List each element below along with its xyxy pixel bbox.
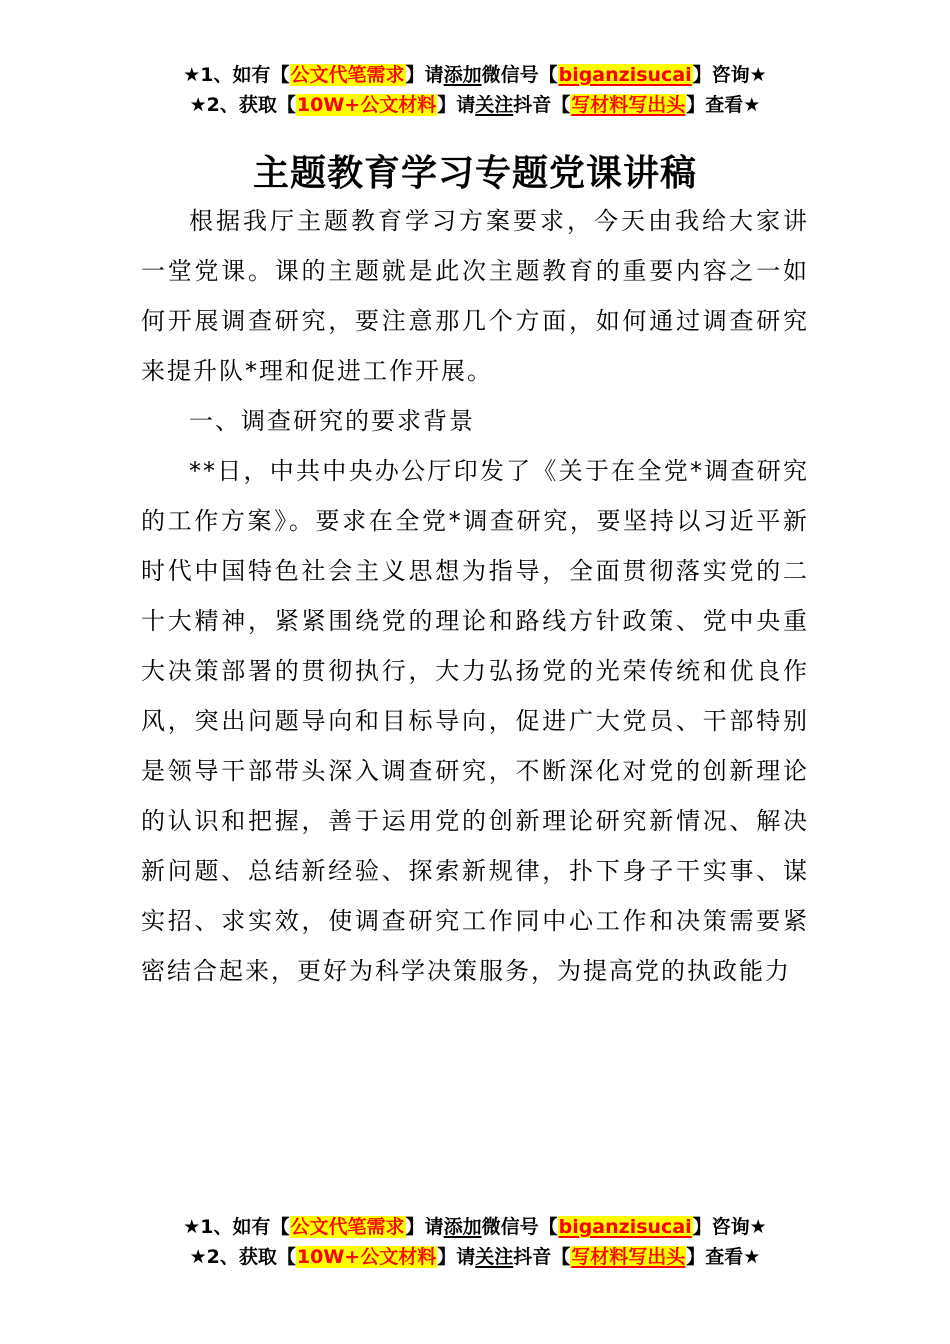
promo-header-line-1 [0, 60, 950, 90]
promo-highlight-wechat-id: biganzisucai [558, 64, 692, 86]
promo-text: 】请 [437, 1246, 476, 1268]
promo-text: 】请 [405, 64, 444, 86]
promo-text: ★1、如有【 [183, 1216, 290, 1238]
promo-highlight-materials: 10W+公文材料 [296, 1246, 437, 1268]
promo-underline-add: 添加 [443, 64, 482, 86]
promo-footer-line-2 [0, 1242, 950, 1272]
promo-text: 】查看★ [686, 1246, 761, 1268]
promo-underline-follow: 关注 [475, 94, 514, 116]
document-body [141, 196, 809, 996]
section-heading-1: 一、调查研究的要求背景 [189, 407, 475, 435]
promo-footer-line-1 [0, 1212, 950, 1242]
promo-text: 微信号【 [481, 64, 558, 86]
promo-highlight-service: 公文代笔需求 [290, 64, 405, 86]
promo-header-line-2 [0, 90, 950, 120]
promo-highlight-service: 公文代笔需求 [290, 1216, 405, 1238]
promo-footer [0, 1212, 950, 1272]
promo-text: 抖音【 [513, 1246, 571, 1268]
paragraph-intro: 根据我厅主题教育学习方案要求，今天由我给大家讲一堂党课。课的主题就是此次主题教育的重要内容之一如何开展调查研究，要注意那几个方面，如何通过调查研究来提升队*理和促进工作开展。 [141, 207, 809, 385]
promo-highlight-wechat-id: biganzisucai [558, 1216, 692, 1238]
promo-text: 】请 [405, 1216, 444, 1238]
promo-highlight-douyin-name: 写材料写出头 [571, 1246, 686, 1268]
promo-text: 抖音【 [513, 94, 571, 116]
paragraph-section-1: **日，中共中央办公厅印发了《关于在全党*调查研究的工作方案》。要求在全党*调查研究，要坚持以习近平新时代中国特色社会主义思想为指导，全面贯彻落实党的二十大精神，紧紧围绕党的理论和路线方针政策、党中央重大决策部署的贯彻执行，大力弘扬党的光荣传统和优良作风，突出问题导向和目标导向，促进广大党员、干部特别是领导干部带头深入调查研究，不断深化对党的创新理论的认识和把握，善于运用党的创新理论研究新情况、解决新问题、总结新经验、探索新规律，扑下身子干实事、谋实招、求实效，使调查研究工作同中心工作和决策需要紧密结合起来，更好为科学决策服务，为提高党的执政能力 [141, 457, 809, 985]
promo-highlight-douyin-name: 写材料写出头 [571, 94, 686, 116]
promo-underline-follow: 关注 [475, 1246, 514, 1268]
promo-text: 微信号【 [481, 1216, 558, 1238]
promo-text: 】查看★ [686, 94, 761, 116]
promo-highlight-materials: 10W+公文材料 [296, 94, 437, 116]
promo-underline-add: 添加 [443, 1216, 482, 1238]
promo-text: 】咨询★ [692, 64, 767, 86]
document-title: 主题教育学习专题党课讲稿 [252, 153, 697, 194]
promo-text: ★2、获取【 [189, 1246, 296, 1268]
promo-text: 】请 [437, 94, 476, 116]
promo-text: ★2、获取【 [189, 94, 296, 116]
promo-text: ★1、如有【 [183, 64, 290, 86]
promo-header [0, 0, 950, 120]
promo-text: 】咨询★ [692, 1216, 767, 1238]
